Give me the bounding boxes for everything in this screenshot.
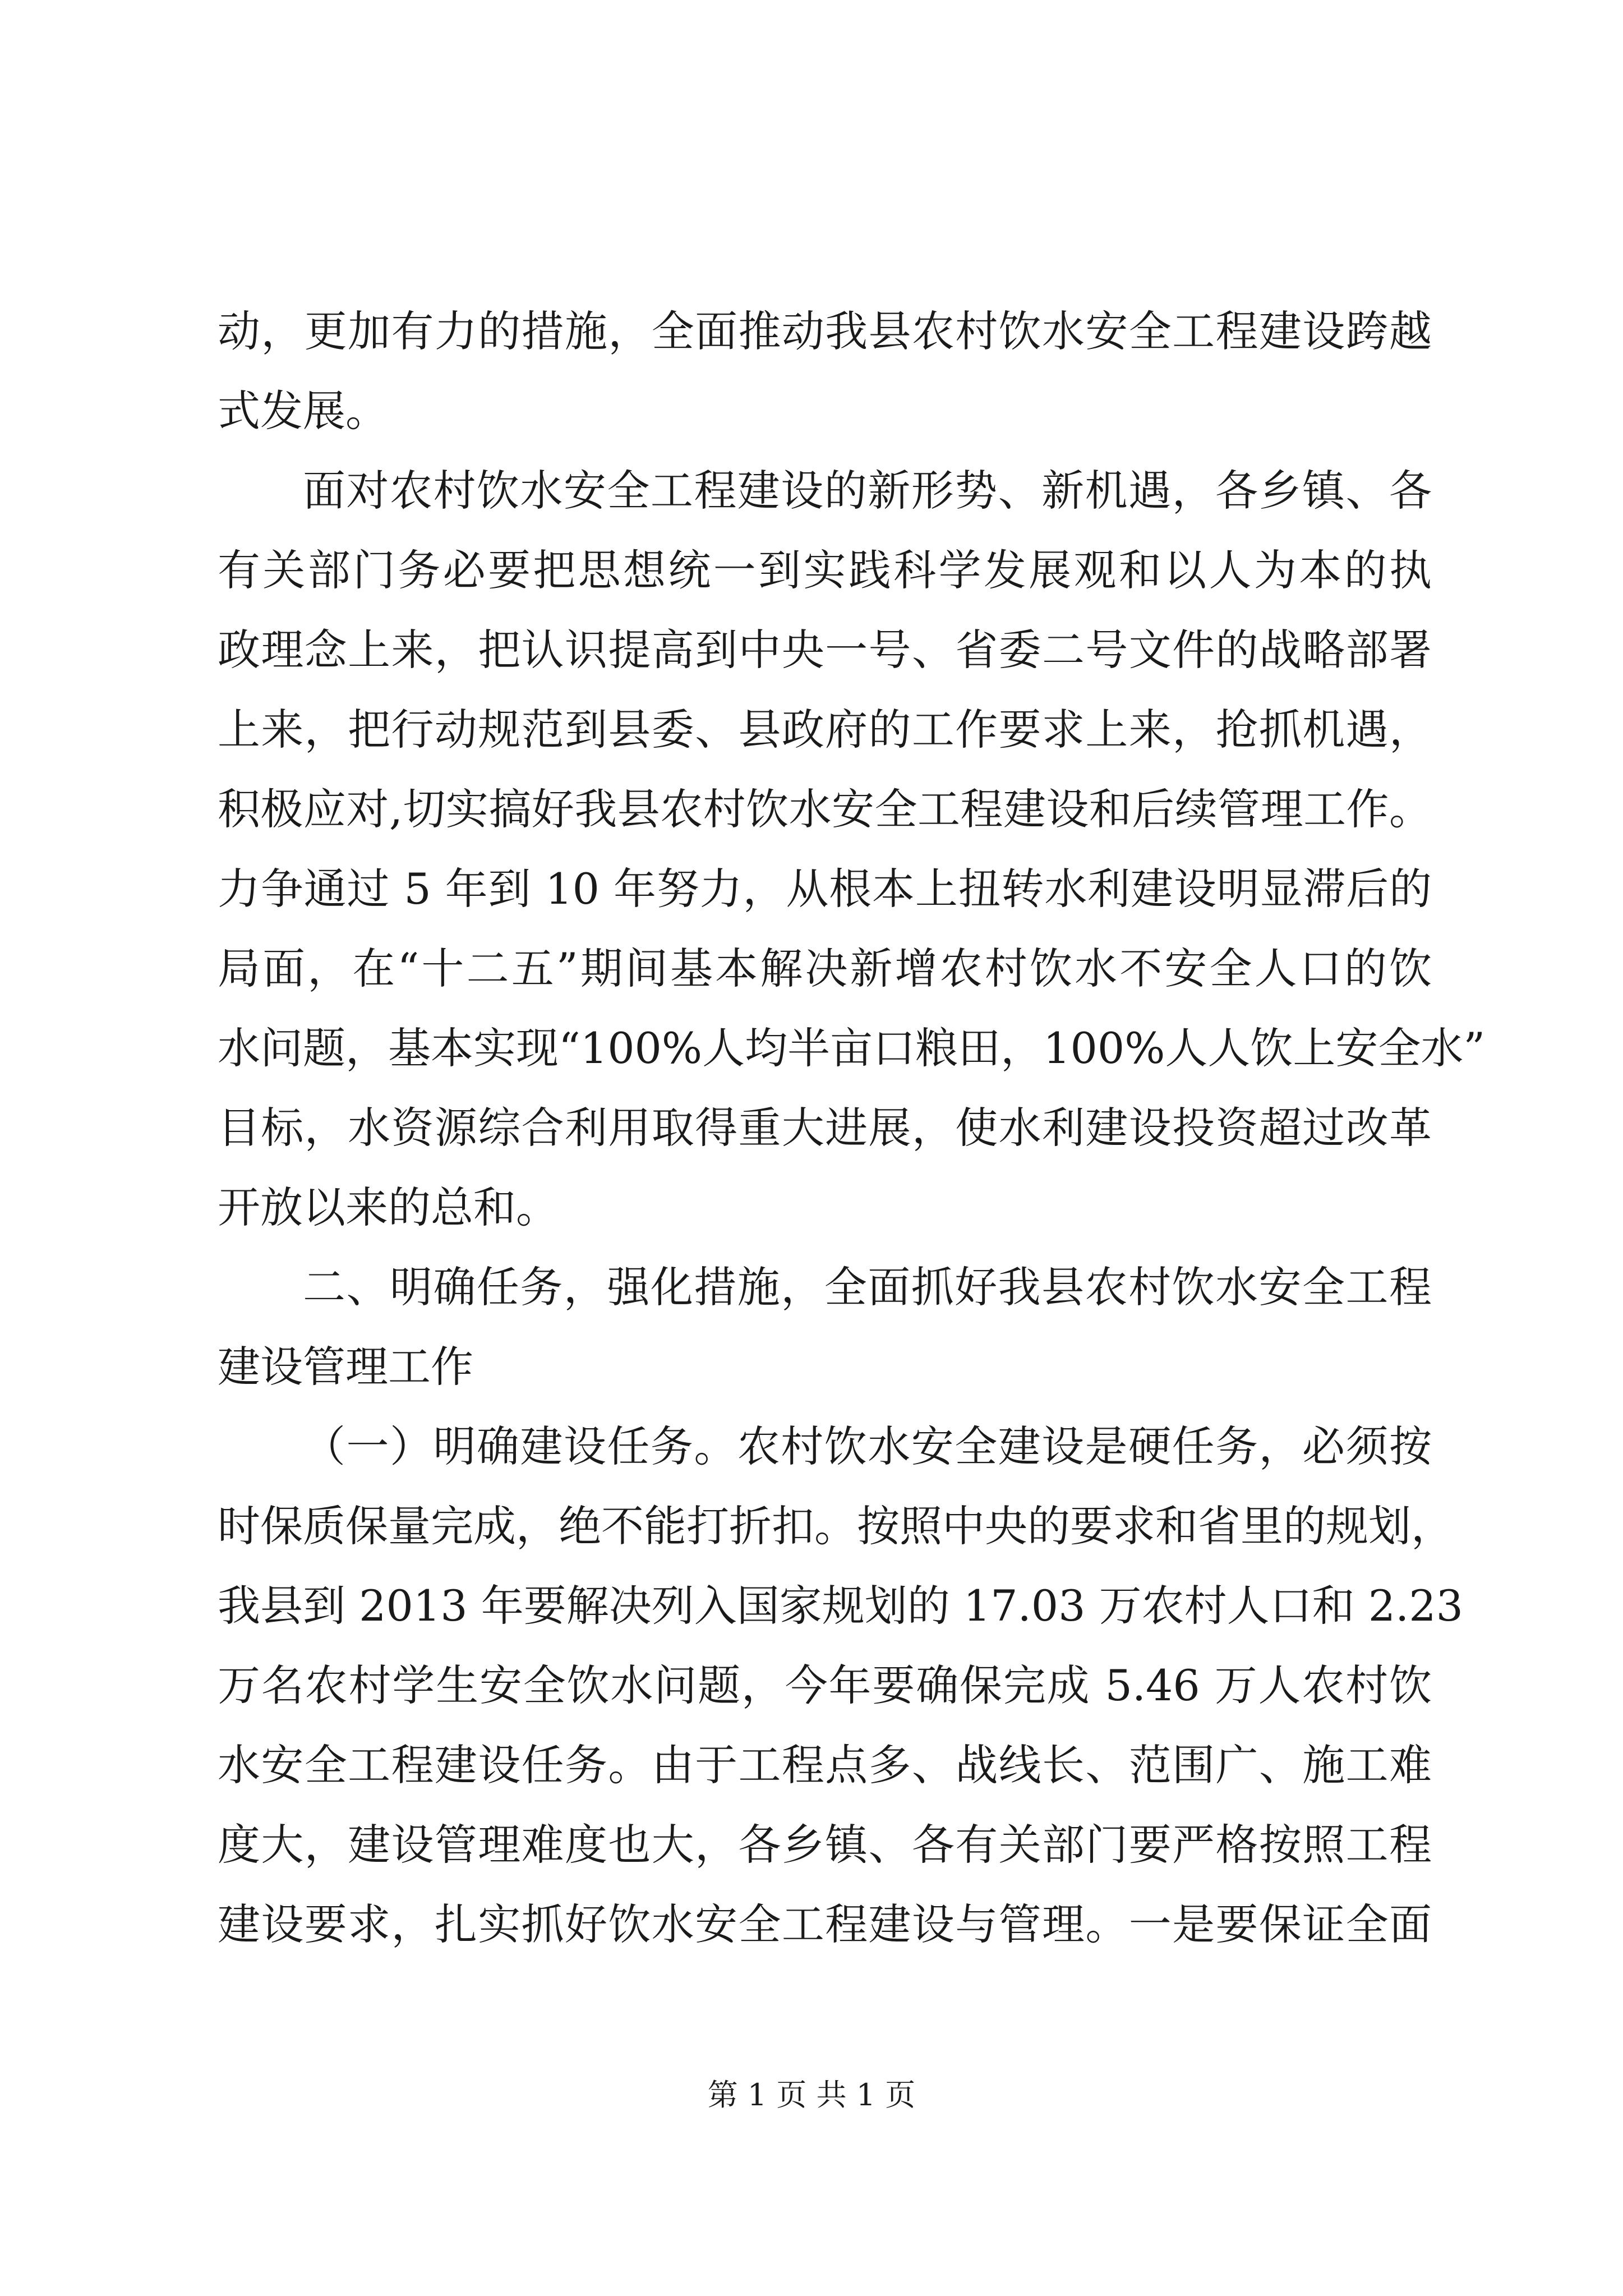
paragraph-start-line: 面对农村饮水安全工程建设的新形势、新机遇，各乡镇、各 <box>303 466 1432 516</box>
page-number-footer: 第 1 页 共 1 页 <box>707 2077 916 2113</box>
text-line: 积极应对,切实搞好我县农村饮水安全工程建设和后续管理工作。 <box>218 784 1432 834</box>
document-body <box>218 292 1486 1964</box>
text-line: 局面，在“十二五”期间基本解决新增农村饮水不安全人口的饮 <box>218 944 1432 993</box>
text-line: 时保质保量完成，绝不能打折扣。按照中央的要求和省里的规划， <box>218 1501 1454 1551</box>
paragraph-start-line: （一）明确建设任务。农村饮水安全建设是硬任务，必须按 <box>303 1421 1432 1471</box>
text-line: 我县到 2013 年要解决列入国家规划的 17.03 万农村人口和 2.23 <box>218 1581 1463 1631</box>
section-heading-line: 建设管理工作 <box>218 1342 473 1392</box>
text-line: 水问题，基本实现“100%人均半亩口粮田，100%人人饮上安全水” <box>218 1023 1486 1073</box>
text-line: 水安全工程建设任务。由于工程点多、战线长、范围广、施工难 <box>218 1740 1432 1790</box>
text-line: 政理念上来，把认识提高到中央一号、省委二号文件的战略部署 <box>218 625 1432 675</box>
text-line: 开放以来的总和。 <box>218 1182 559 1232</box>
text-line: 有关部门务必要把思想统一到实践科学发展观和以人为本的执 <box>218 545 1432 595</box>
text-line: 度大，建设管理难度也大，各乡镇、各有关部门要严格按照工程 <box>218 1820 1432 1870</box>
text-line: 万名农村学生安全饮水问题，今年要确保完成 5.46 万人农村饮 <box>218 1660 1432 1710</box>
text-line: 力争通过 5 年到 10 年努力，从根本上扭转水利建设明显滞后的 <box>218 864 1432 914</box>
text-line: 式发展。 <box>218 386 388 436</box>
section-heading-line: 二、明确任务，强化措施，全面抓好我县农村饮水安全工程 <box>303 1262 1432 1312</box>
text-line: 目标，水资源综合利用取得重大进展，使水利建设投资超过改革 <box>218 1103 1432 1153</box>
text-line: 建设要求，扎实抓好饮水安全工程建设与管理。一是要保证全面 <box>218 1899 1432 1949</box>
text-line: 动，更加有力的措施，全面推动我县农村饮水安全工程建设跨越 <box>218 306 1432 356</box>
text-line: 上来，把行动规范到县委、县政府的工作要求上来，抢抓机遇， <box>218 705 1432 754</box>
